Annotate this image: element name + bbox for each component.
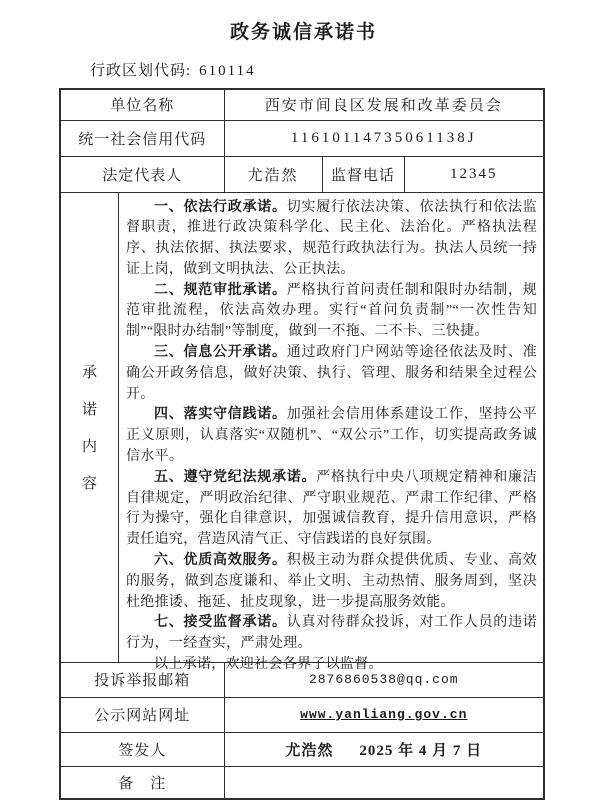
admin-code-label: 行政区划代码: [90,63,192,79]
row-signer [60,732,544,766]
public-website-link[interactable]: www.yanliang.gov.cn [300,707,468,722]
unit-name-value: 西安市间良区发展和改革委员会 [224,89,544,120]
commitment-form-table [59,88,545,800]
supervision-phone-label: 监督电话 [322,156,404,192]
admin-code-value: 610114 [199,63,256,79]
commitment-paragraph: 一、依法行政承诺。切实履行依法决策、依法执行和依法监督职责，推进行政决策科学化、民主化、法治化。严格执法程序、执法依据、执法要求，规范行政执法行为。执法人员统一持证上岗，做到文明执法、公正执法。 [126,199,538,277]
signer-date: 2025 年 4 月 7 日 [359,742,483,759]
signer-name: 尤浩然 [285,742,334,759]
commitment-paragraph: 六、优质高效服务。积极主动为群众提供优质、专业、高效的服务，做到态度谦和、举止文明、主动热情、服务周到，坚决杜绝推诿、拖延、扯皮现象，进一步提高服务效能。 [126,553,538,610]
signer-value [285,743,482,759]
remarks-value [224,766,544,799]
row-unit-name [60,89,544,120]
content-label-char: 承 [81,365,97,381]
complaint-email-label: 投诉举报邮箱 [60,662,224,697]
row-credit-code [60,120,544,156]
row-public-website [60,697,544,732]
commitment-paragraph: 二、规范审批承诺。严格执行首问责任制和限时办结制，规范审批流程，依法高效办理。实行“首问负责制”“一次性告知制”“限时办结制”等制度，做到一不拖、二不卡、三快捷。 [126,282,538,340]
commitment-paragraph: 五、遵守党纪法规承诺。严格执行中央八项规定精神和廉洁自律规定，严明政治纪律、严守职业规范、严肃工作纪律、严格行为操守，强化自律意识，加强诚信教育，提升信用意识，严格责任追究，营造风清气正、守信践诺的良好氛围。 [126,469,538,548]
content-label-char: 容 [81,476,97,492]
row-legal-rep [60,156,544,192]
admin-code [90,59,607,80]
commitment-paragraph: 四、落实守信践诺。加强社会信用体系建设工作，坚持公平正义原则，认真落实“双随机”、“双公示”工作，切实提高政务诚信水平。 [126,407,538,465]
commitment-paragraphs [119,193,543,673]
page-title: 政务诚信承诺书 [229,22,377,43]
remarks-label: 备 注 [60,766,224,799]
signer-label: 签发人 [60,732,224,766]
supervision-phone-value: 12345 [404,156,544,192]
commitment-paragraph: 三、信息公开承诺。通过政府门户网站等途径依法及时、准确公开政务信息，做好决策、执行、管理、服务和结果全过程公开。 [126,345,538,402]
complaint-email-value: 2876860538@qq.com [308,672,459,687]
unit-name-label: 单位名称 [60,89,224,120]
legal-rep-value: 尤浩然 [224,156,322,192]
commitment-content [61,193,543,673]
row-commitment-content [60,192,544,662]
commitment-paragraph: 七、接受监督承诺。认真对待群众投诉，对工作人员的违诺行为，一经查实，严肃处理。 [126,615,538,652]
legal-rep-label: 法定代表人 [60,156,224,192]
credit-code-label: 统一社会信用代码 [60,120,224,156]
row-remarks [60,766,544,799]
commitment-content-label [61,193,119,662]
commitment-paragraph: 以上承诺，欢迎社会各界子以监督。 [154,657,383,673]
content-label-char: 诺 [81,402,97,418]
content-label-char: 内 [81,439,97,455]
public-website-label: 公示网站网址 [60,697,224,732]
credit-code-value: 11610114735061138J [290,129,477,146]
